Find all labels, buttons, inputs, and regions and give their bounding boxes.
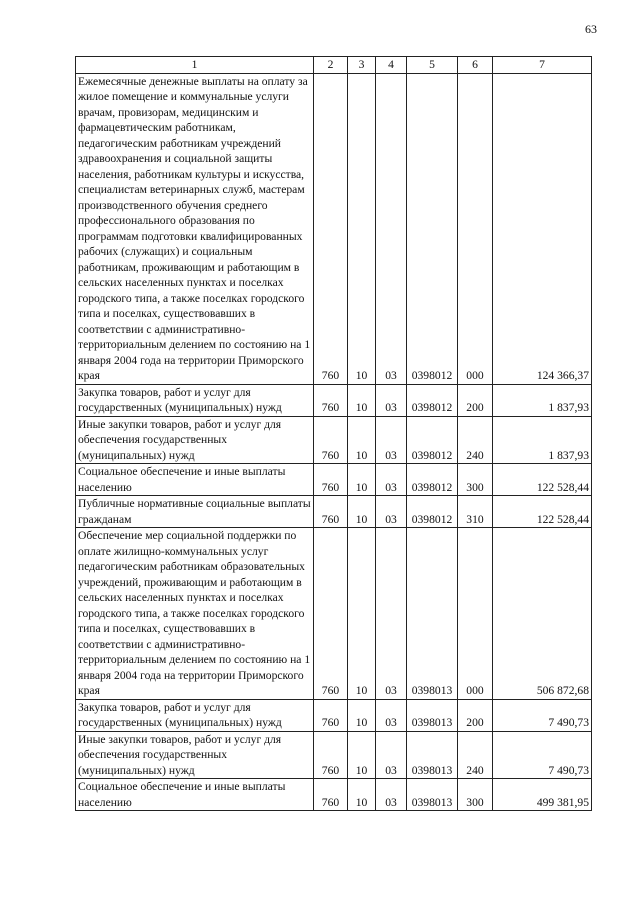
row-code-5: 0398012 xyxy=(407,464,458,496)
row-code-5: 0398013 xyxy=(407,528,458,700)
page-number: 63 xyxy=(585,22,597,36)
column-header: 4 xyxy=(376,57,407,74)
row-code-3: 10 xyxy=(348,464,376,496)
row-code-2: 760 xyxy=(314,779,348,811)
table-row xyxy=(76,416,592,464)
row-code-6: 300 xyxy=(458,779,493,811)
row-code-3: 10 xyxy=(348,384,376,416)
row-name: Иные закупки товаров, работ и услуг для обеспечения государственных (муниципальных) нужд xyxy=(76,416,314,464)
row-code-5: 0398012 xyxy=(407,73,458,384)
row-name: Ежемесячные денежные выплаты на оплату за жилое помещение и коммунальные услуги врачам, провизорам, медицинским и фармацевтическим работникам, педагогическим работникам учреждений здравоохранения и социальной защиты населения, работникам культуры и искусства, специалистам ветеринарных служб, мастерам производственного обучения среднего профессионального образования по программам подготовки квалифицированных рабочих (служащих) и социальным работникам, проживающим и работающим в сельских населенных пунктах и поселках городского типа, а также поселках городского типа и поселках, существовавших в соответствии с административно-территориальным делением по состоянию на 1 января 2004 года на территории Приморского края xyxy=(76,73,314,384)
column-header: 5 xyxy=(407,57,458,74)
row-code-2: 760 xyxy=(314,384,348,416)
row-code-4: 03 xyxy=(376,779,407,811)
table-row xyxy=(76,731,592,779)
row-name: Иные закупки товаров, работ и услуг для обеспечения государственных (муниципальных) нужд xyxy=(76,731,314,779)
column-header: 3 xyxy=(348,57,376,74)
row-code-2: 760 xyxy=(314,464,348,496)
row-amount: 7 490,73 xyxy=(493,699,592,731)
row-amount: 122 528,44 xyxy=(493,464,592,496)
row-code-2: 760 xyxy=(314,528,348,700)
row-code-6: 200 xyxy=(458,699,493,731)
row-amount: 1 837,93 xyxy=(493,384,592,416)
row-code-2: 760 xyxy=(314,496,348,528)
table-row xyxy=(76,528,592,700)
row-code-5: 0398013 xyxy=(407,699,458,731)
row-code-3: 10 xyxy=(348,416,376,464)
row-code-5: 0398012 xyxy=(407,384,458,416)
row-code-4: 03 xyxy=(376,464,407,496)
row-code-6: 240 xyxy=(458,731,493,779)
row-code-4: 03 xyxy=(376,699,407,731)
row-code-2: 760 xyxy=(314,731,348,779)
row-code-4: 03 xyxy=(376,416,407,464)
row-code-5: 0398013 xyxy=(407,731,458,779)
row-name: Закупка товаров, работ и услуг для государственных (муниципальных) нужд xyxy=(76,384,314,416)
table-row xyxy=(76,464,592,496)
row-amount: 499 381,95 xyxy=(493,779,592,811)
row-code-3: 10 xyxy=(348,731,376,779)
budget-table xyxy=(75,56,592,811)
row-code-6: 240 xyxy=(458,416,493,464)
row-code-6: 300 xyxy=(458,464,493,496)
table-row xyxy=(76,699,592,731)
column-header: 7 xyxy=(493,57,592,74)
row-code-3: 10 xyxy=(348,73,376,384)
row-name: Публичные нормативные социальные выплаты гражданам xyxy=(76,496,314,528)
row-code-5: 0398012 xyxy=(407,416,458,464)
row-amount: 1 837,93 xyxy=(493,416,592,464)
row-amount: 7 490,73 xyxy=(493,731,592,779)
row-code-4: 03 xyxy=(376,73,407,384)
row-code-6: 200 xyxy=(458,384,493,416)
table-row xyxy=(76,496,592,528)
row-name: Обеспечение мер социальной поддержки по оплате жилищно-коммунальных услуг педагогическим работникам образовательных учреждений, проживающим и работающим в сельских населенных пунктах и поселках городского типа, а также поселках городского типа и поселках, существовавших в соответствии с административно-территориальным делением по состоянию на 1 января 2004 года на территории Приморского края xyxy=(76,528,314,700)
table-row xyxy=(76,384,592,416)
row-name: Социальное обеспечение и иные выплаты населению xyxy=(76,464,314,496)
row-code-6: 310 xyxy=(458,496,493,528)
row-code-6: 000 xyxy=(458,73,493,384)
row-code-2: 760 xyxy=(314,73,348,384)
row-amount: 122 528,44 xyxy=(493,496,592,528)
row-code-5: 0398013 xyxy=(407,779,458,811)
row-code-3: 10 xyxy=(348,528,376,700)
table-row xyxy=(76,73,592,384)
row-code-2: 760 xyxy=(314,699,348,731)
row-code-3: 10 xyxy=(348,779,376,811)
row-name: Социальное обеспечение и иные выплаты населению xyxy=(76,779,314,811)
row-code-4: 03 xyxy=(376,528,407,700)
row-code-4: 03 xyxy=(376,496,407,528)
row-code-3: 10 xyxy=(348,496,376,528)
row-code-2: 760 xyxy=(314,416,348,464)
row-amount: 124 366,37 xyxy=(493,73,592,384)
row-code-6: 000 xyxy=(458,528,493,700)
column-header: 2 xyxy=(314,57,348,74)
column-header: 1 xyxy=(76,57,314,74)
column-header: 6 xyxy=(458,57,493,74)
row-code-5: 0398012 xyxy=(407,496,458,528)
row-code-4: 03 xyxy=(376,731,407,779)
table-header-row xyxy=(76,57,592,74)
row-code-4: 03 xyxy=(376,384,407,416)
row-name: Закупка товаров, работ и услуг для государственных (муниципальных) нужд xyxy=(76,699,314,731)
row-code-3: 10 xyxy=(348,699,376,731)
table-row xyxy=(76,779,592,811)
row-amount: 506 872,68 xyxy=(493,528,592,700)
